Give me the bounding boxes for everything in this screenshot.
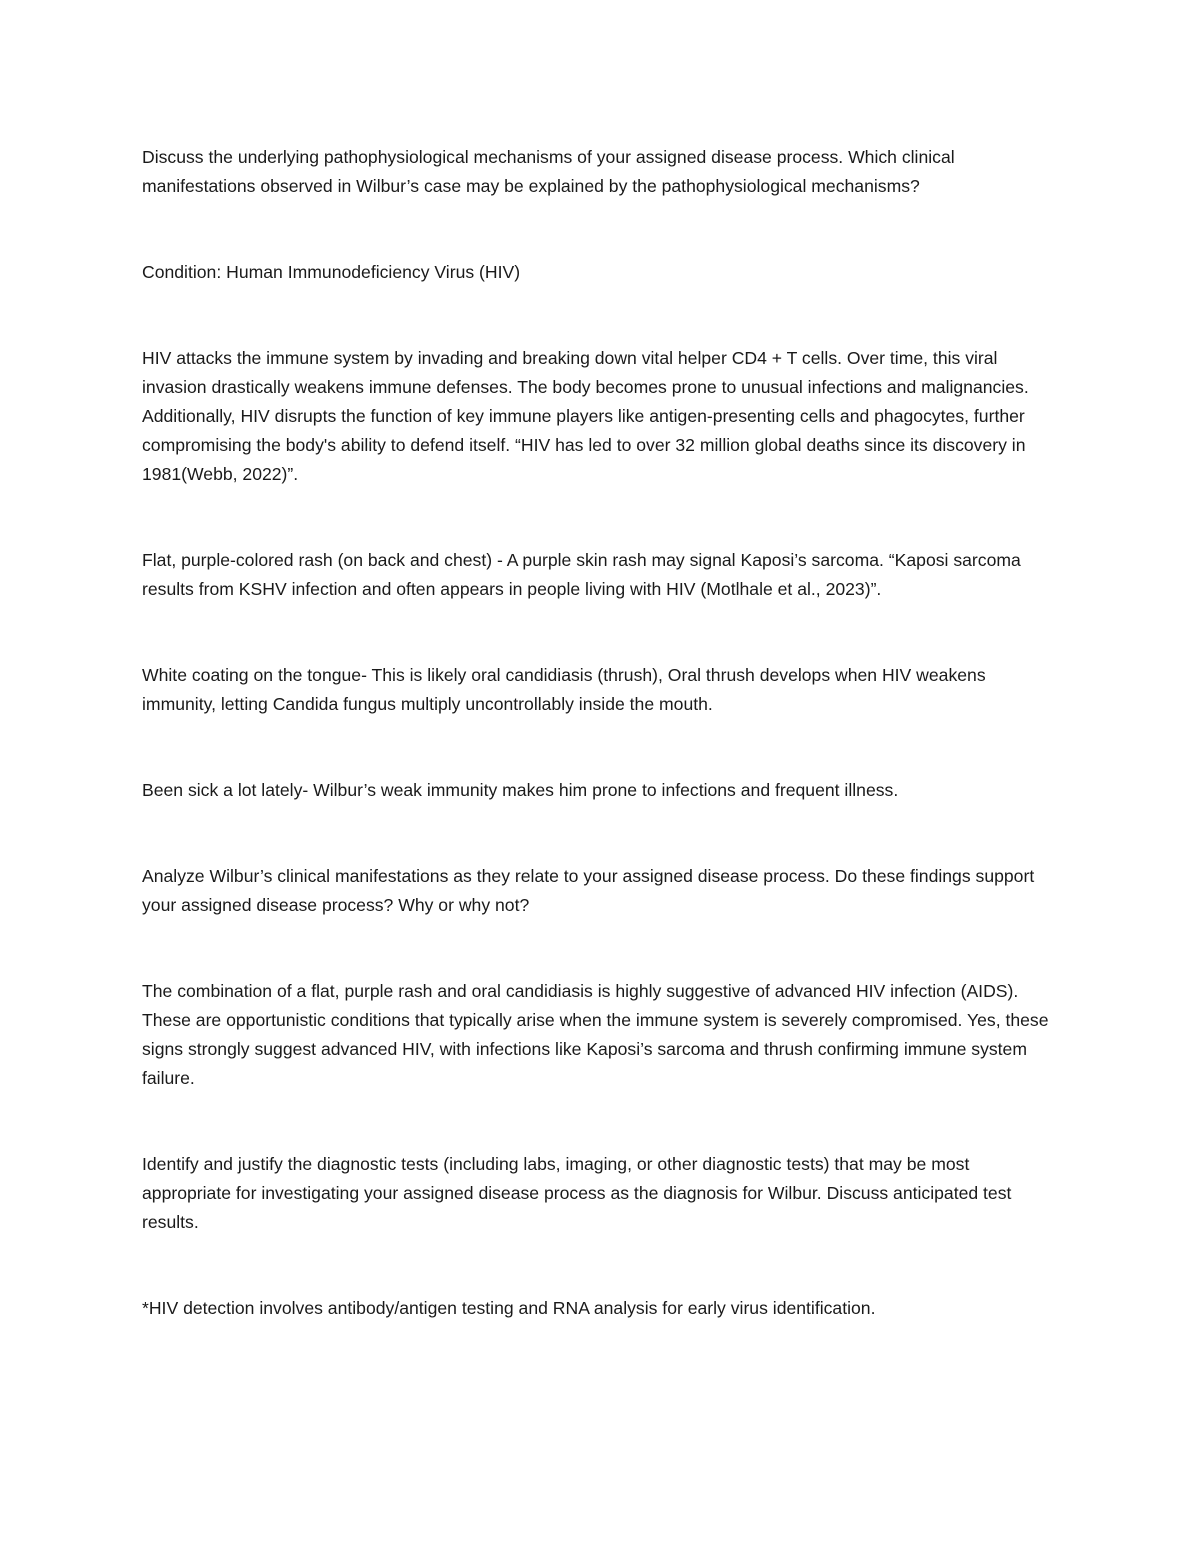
hiv-detection-paragraph: *HIV detection involves antibody/antigen testing and RNA analysis for early virus identification. (142, 1298, 876, 1318)
question-diagnostic-tests: Identify and justify the diagnostic tests (including labs, imaging, or other diagnostic tests) that may be most appropriate for investigating your assigned disease process as the diagnosis for Wilbur. Discuss anticipated test results. (142, 1154, 1012, 1232)
condition-line: Condition: Human Immunodeficiency Virus (HIV) (142, 262, 521, 282)
rash-paragraph: Flat, purple-colored rash (on back and chest) - A purple skin rash may signal Kaposi’s sarcoma. “Kaposi sarcoma results from KSHV infection and often appears in people living with HIV (Motlhale et al., 2023)”. (142, 550, 1021, 599)
combination-analysis-paragraph: The combination of a flat, purple rash and oral candidiasis is highly suggestive of advanced HIV infection (AIDS). These are opportunistic conditions that typically arise when the immune system is severely compromised. Yes, these signs strongly suggest advanced HIV, with infections like Kaposi’s sarcoma and thrush confirming immune system failure. (142, 981, 1049, 1088)
document-body (142, 143, 1062, 1380)
sick-lately-paragraph: Been sick a lot lately- Wilbur’s weak immunity makes him prone to infections and frequent illness. (142, 780, 899, 800)
question-clinical-manifestations: Analyze Wilbur’s clinical manifestations as they relate to your assigned disease process. Do these findings support your assigned disease process? Why or why not? (142, 866, 1035, 915)
question-pathophysiology: Discuss the underlying pathophysiological mechanisms of your assigned disease process. Which clinical manifestations observed in Wilbur’s case may be explained by the pathophysiological mechanisms? (142, 147, 955, 196)
tongue-coating-paragraph: White coating on the tongue- This is likely oral candidiasis (thrush), Oral thrush develops when HIV weakens immunity, letting Candida fungus multiply uncontrollably inside the mouth. (142, 665, 986, 714)
hiv-mechanism-paragraph: HIV attacks the immune system by invading and breaking down vital helper CD4 + T cells. Over time, this viral invasion drastically weakens immune defenses. The body becomes prone to unusual infections and malignancies. Additionally, HIV disrupts the function of key immune players like antigen-presenting cells and phagocytes, further compromising the body's ability to defend itself. “HIV has led to over 32 million global deaths since its discovery in 1981(Webb, 2022)”. (142, 348, 1029, 484)
